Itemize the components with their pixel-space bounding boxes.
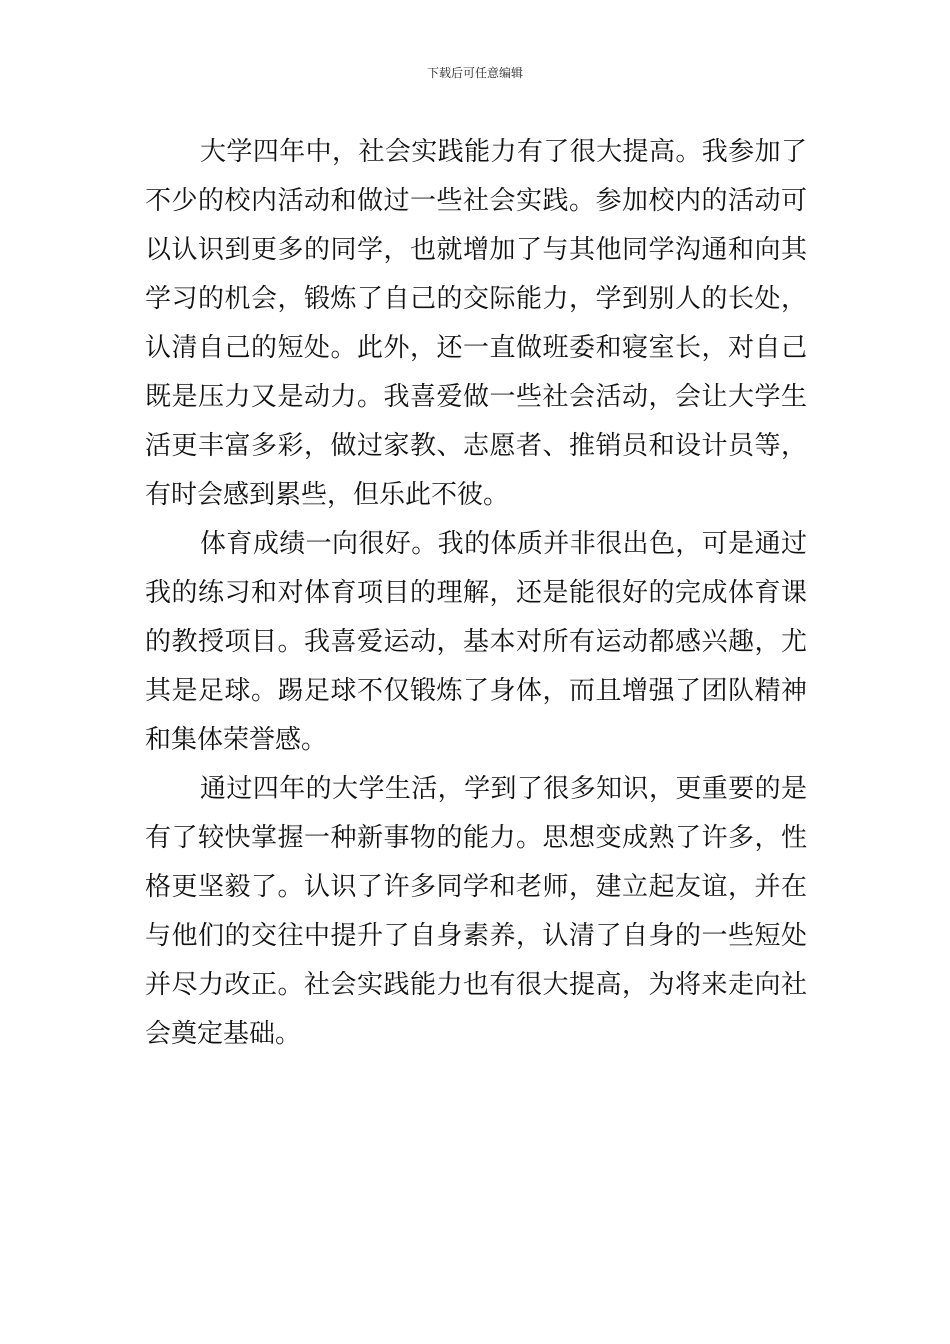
paragraph-social-practice: 大学四年中，社会实践能力有了很大提高。我参加了不少的校内活动和做过一些社会实践。参加校内的活动可以认识到更多的同学，也就增加了与其他同学沟通和向其学习的机会，锻炼了自己的交际能力，学到别人的长处，认清自己的短处。此外，还一直做班委和寝室长，对自己既是压力又是动力。我喜爱做一些社会活动，会让大学生活更丰富多彩，做过家教、志愿者、推销员和设计员等，有时会感到累些，但乐此不彼。 [145, 137, 807, 510]
paragraph-sports: 体育成绩一向很好。我的体质并非很出色，可是通过我的练习和对体育项目的理解，还是能很好的完成体育课的教授项目。我喜爱运动，基本对所有运动都感兴趣，尤其是足球。踢足球不仅锻炼了身体，而且增强了团队精神和集体荣誉感。 [145, 529, 807, 755]
header-note: 下载后可任意编辑 [426, 66, 523, 80]
paragraph-summary: 通过四年的大学生活，学到了很多知识，更重要的是有了较快掌握一种新事物的能力。思想变成熟了许多，性格更坚毅了。认识了许多同学和老师，建立起友谊，并在与他们的交往中提升了自身素养，认清了自身的一些短处并尽力改正。社会实践能力也有很大提高，为将来走向社会奠定基础。 [145, 774, 807, 1049]
document-body [145, 128, 807, 1059]
